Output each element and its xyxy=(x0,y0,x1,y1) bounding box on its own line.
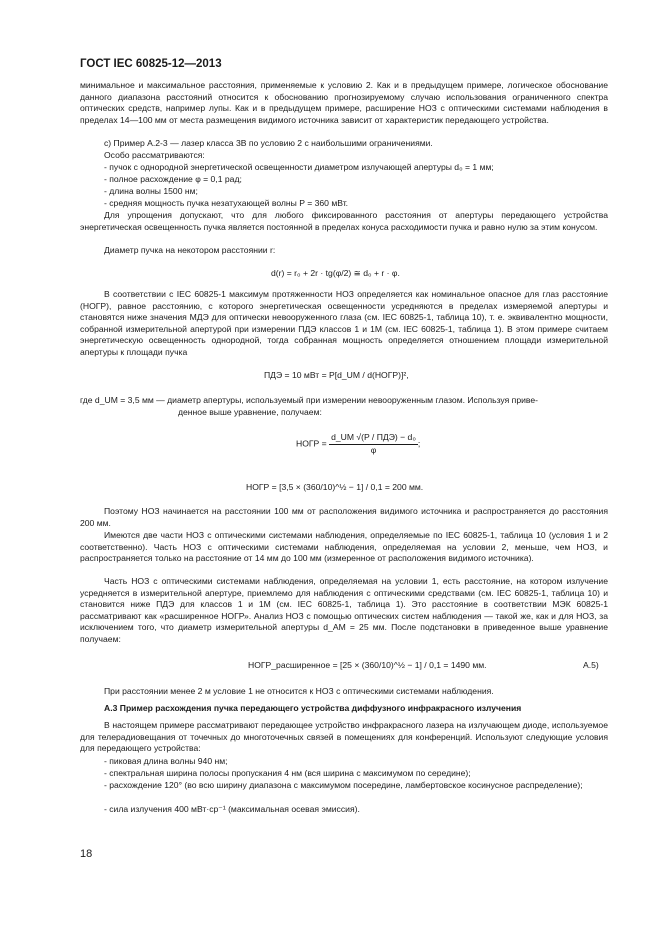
section-heading: А.3 Пример расхождения пучка передающего устройства диффузного инфракрасного излучения xyxy=(104,703,522,713)
paragraph-example: c) Пример А.2-3 — лазер класса 3B по условию 2 с наибольшими ограничениями. xyxy=(104,138,433,148)
formula-mpe: ПДЭ = 10 мВт = P[d_UM / d(НОГР)]², xyxy=(264,370,409,380)
formula-nohd-value: НОГР = [3,5 × (360/10)^½ − 1] / 0,1 = 200 мм. xyxy=(246,482,424,492)
paragraph: При расстоянии менее 2 м условие 1 не относится к НОЗ с оптическими системами наблюдения. xyxy=(104,686,494,696)
paragraph: минимальное и максимальное расстояния, применяемые к условию 2. Как и в предыдущем примере, логическое обоснование данного диапазона расстояний относится к обоснованию прогнозируемому случаю использования ограниченного спектра оптических средств, например лупы. Как и в предыдущем примере, расширение НОЗ с оптическими системами наблюдения в пределах 14—100 мм от места размещения видимого источника зависит от характеристик передающего устройства. xyxy=(80,80,608,125)
fraction-denominator: φ xyxy=(370,444,377,455)
paragraph: В соответствии с IEC 60825-1 максимум протяженности НОЗ определяется как номинальное опасное для глаз расстояние (НОГР), равное расстоянию, с которого энергетическая освещенности усредняются в пределах измеряемой апертуры и становятся ниже значения МДЭ для оптически невооруженного глаза (см. IEC 60825-1, таблица 10), т. е. эквивалентно мощности, собранной измерительной апертурой при измерении ПДЭ классов 1 и 1М (см. IEC 60825-1, таблица 1). В этом примере считаем энергетическую освещенность однородной, тогда собранная мощность определяется отношением площади измерительной апертуры к площади пучка xyxy=(80,289,608,357)
list-item: - расхождение 120° (во всю ширину диапазона с максимумом посередине, ламбертовское косинусное распределение); xyxy=(104,780,583,790)
page-number: 18 xyxy=(80,848,93,860)
paragraph: где d_UM = 3,5 мм — диаметр апертуры, используемый при измерении невооруженным глазом. Используя приве- xyxy=(80,395,539,405)
page-header: ГОСТ IEC 60825-12—2013 xyxy=(80,58,222,70)
list-item: - пучок с однородной энергетической освещенности диаметром излучающей апертуры d₀ = 1 мм; xyxy=(104,162,494,172)
list-item: - полное расхождение φ = 0,1 рад; xyxy=(104,174,242,184)
list-item: - спектральная ширина полосы пропускания 4 нм (вся ширина с максимумом по середине); xyxy=(104,768,471,778)
list-item: - сила излучения 400 мВт·ср⁻¹ (максимальная осевая эмиссия). xyxy=(104,804,360,814)
list-item: - пиковая длина волны 940 нм; xyxy=(104,756,228,766)
paragraph: Часть НОЗ с оптическими системами наблюдения, определяемая на условии 1, есть расстояние, на котором излучение усредняется в измерительной апертуре, приемлемо для наблюдения с оптическими средствами (см. IEC 60825-1, таблица 10) и становится ниже ПДЭ для классов 1 и 1М (см. IEC 60825-1, таблица 1). Это расстояние в соответствии МЭК 60825-1 рассматривают как «расширенное НОГР». Анализ НОЗ с помощью оптических систем наблюдения — такой же, как и для НОЗ, за исключением того, что диаметр измерительной апертуры d_AM = 25 мм. После подстановки в приведенное выше уравнение получаем: xyxy=(80,576,608,644)
formula-number: А.5) xyxy=(583,660,599,670)
paragraph: Имеются две части НОЗ с оптическими системами наблюдения, определяемые по IEC 60825-1, таблица 10 (условия 1 и 2 соответственно). Часть НОЗ с оптическими системами наблюдения, определяемая на условии 2, меньше, чем НОЗ, и распространяется только на расстояние от 14 мм до 100 мм (измеренное от расположения видимого источника). xyxy=(80,530,608,564)
formula-beam-diameter: d(r) = r₀ + 2r · tg(φ/2) ≅ d₀ + r · φ. xyxy=(271,268,400,278)
fraction xyxy=(329,432,418,456)
formula-nohd: НОГР = $\frac{\text{d\_UM √(P / ПДЭ) − d₀}}{\varphi}$ ; xyxy=(296,432,421,455)
paragraph: денное выше уравнение, получаем: xyxy=(178,407,322,417)
fraction-numerator: d_UM √(P / ПДЭ) − d₀ xyxy=(329,432,418,445)
paragraph: В настоящем примере рассматривают передающее устройство инфракрасного лазера на излучающем диоде, используемое для телерадиовещания от точечных до многоточечных связей в помещениях для конференций. Используют следующие условия для передающего устройства: xyxy=(80,720,608,754)
paragraph: Особо рассматриваются: xyxy=(104,150,205,160)
paragraph: Поэтому НОЗ начинается на расстоянии 100 мм от расположения видимого источника и распространяется до расстояния 200 мм. xyxy=(80,506,608,528)
paragraph: Для упрощения допускают, что для любого фиксированного расстояния от апертуры передающего устройства энергетическая освещенность пучка является постоянной в пределах конуса расходимости пучка и равно нулю за этим конусом. xyxy=(80,210,608,232)
list-item: - длина волны 1500 нм; xyxy=(104,186,198,196)
formula-lhs: НОГР = xyxy=(296,438,327,449)
paragraph: Диаметр пучка на некотором расстоянии r: xyxy=(104,245,276,255)
list-item: - средняя мощность пучка незатухающей волны P = 360 мВт. xyxy=(104,198,349,208)
formula-extended-nohd: НОГР_расширенное = [25 × (360/10)^½ − 1] / 0,1 = 1490 мм. xyxy=(248,660,487,670)
